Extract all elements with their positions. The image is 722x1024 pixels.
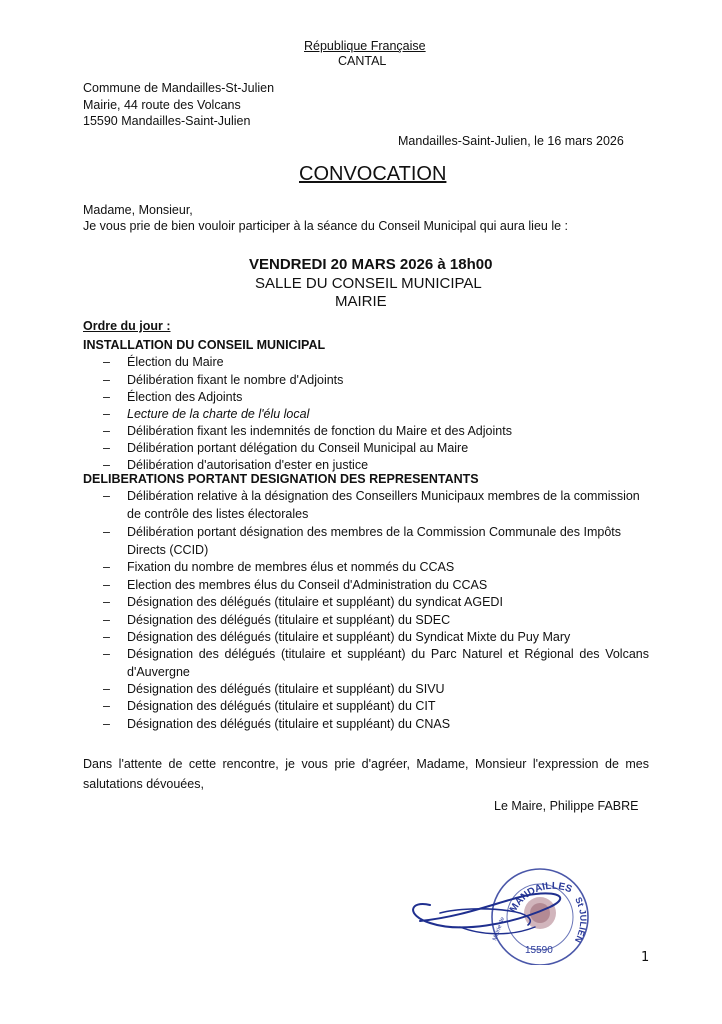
list-item: Désignation des délégués (titulaire et suppléant) du Syndicat Mixte du Puy Mary bbox=[127, 630, 571, 644]
list-bullet: – bbox=[103, 699, 110, 713]
list-item: Délibération fixant les indemnités de fonction du Maire et des Adjoints bbox=[127, 424, 512, 438]
list-item: Lecture de la charte de l'élu local bbox=[127, 407, 310, 421]
list-bullet: – bbox=[103, 717, 110, 731]
section-heading-installation: INSTALLATION DU CONSEIL MUNICIPAL bbox=[83, 338, 326, 352]
list-bullet: – bbox=[103, 424, 110, 438]
stamp-postcode: 15590 bbox=[525, 945, 553, 956]
list-item: Délibération d'autorisation d'ester en justice bbox=[127, 458, 369, 472]
list-item: Délibération portant délégation du Conseil Municipal au Maire bbox=[127, 441, 469, 455]
page-number: 1 bbox=[641, 950, 650, 965]
stamp-top-text: MANDAILLES bbox=[507, 880, 574, 915]
sender-line-2: Mairie, 44 route des Volcans bbox=[83, 98, 241, 112]
list-bullet: – bbox=[103, 613, 110, 627]
list-bullet: – bbox=[103, 390, 110, 404]
list-bullet: – bbox=[103, 595, 110, 609]
list-bullet: – bbox=[103, 525, 110, 539]
list-bullet: – bbox=[103, 441, 110, 455]
meeting-place: SALLE DU CONSEIL MUNICIPAL bbox=[255, 275, 482, 292]
list-bullet: – bbox=[103, 560, 110, 574]
section-heading-representants: DELIBERATIONS PORTANT DESIGNATION DES REPRESENTANTS bbox=[83, 472, 479, 486]
list-item: Délibération portant désignation des membres de la Commission Communale des Impôts Directs (CCID) bbox=[127, 525, 621, 557]
agenda-label: Ordre du jour : bbox=[83, 319, 171, 333]
department-heading: CANTAL bbox=[338, 54, 387, 68]
stamp-side-text: St JULIEN bbox=[572, 895, 589, 945]
list-item: Fixation du nombre de membres élus et nommés du CCAS bbox=[127, 560, 455, 574]
list-bullet: – bbox=[103, 355, 110, 369]
mairie-stamp bbox=[400, 855, 600, 965]
list-bullet: – bbox=[103, 578, 110, 592]
list-item: Désignation des délégués (titulaire et suppléant) du CIT bbox=[127, 699, 436, 713]
list-bullet: – bbox=[103, 407, 110, 421]
list-item: Désignation des délégués (titulaire et suppléant) du Parc Naturel et Régional des Volcans d'Auvergne bbox=[127, 647, 649, 679]
list-item: Désignation des délégués (titulaire et suppléant) du SIVU bbox=[127, 682, 445, 696]
document-title: CONVOCATION bbox=[299, 163, 447, 185]
list-item: Délibération fixant le nombre d'Adjoints bbox=[127, 373, 344, 387]
list-bullet: – bbox=[103, 630, 110, 644]
sender-line-3: 15590 Mandailles-Saint-Julien bbox=[83, 114, 251, 128]
list-bullet: – bbox=[103, 682, 110, 696]
list-item: Désignation des délégués (titulaire et suppléant) du CNAS bbox=[127, 717, 451, 731]
meeting-building: MAIRIE bbox=[335, 293, 387, 310]
list-bullet: – bbox=[103, 647, 110, 661]
date-line: Mandailles-Saint-Julien, le 16 mars 2026 bbox=[398, 134, 624, 148]
list-item: Élection des Adjoints bbox=[127, 390, 243, 404]
list-item: Désignation des délégués (titulaire et suppléant) du SDEC bbox=[127, 613, 451, 627]
republic-heading: République Française bbox=[304, 39, 426, 53]
list-bullet: – bbox=[103, 489, 110, 503]
list-item: Élection du Maire bbox=[127, 355, 224, 369]
intro-text: Je vous prie de bien vouloir participer à la séance du Conseil Municipal qui aura lieu le : bbox=[83, 219, 568, 233]
list-bullet: – bbox=[103, 373, 110, 387]
signature-name: Le Maire, Philippe FABRE bbox=[494, 799, 639, 813]
sender-line-1: Commune de Mandailles-St-Julien bbox=[83, 81, 275, 95]
list-item: Election des membres élus du Conseil d'Administration du CCAS bbox=[127, 578, 488, 592]
list-item: Délibération relative à la désignation des Conseillers Municipaux membres de la commission de contrôle des listes électorales bbox=[127, 489, 640, 521]
meeting-date: VENDREDI 20 MARS 2026 à 18h00 bbox=[249, 256, 493, 273]
stamp-left-text: Mairie de bbox=[492, 916, 507, 942]
greeting: Madame, Monsieur, bbox=[83, 203, 193, 217]
closing-text: Dans l'attente de cette rencontre, je vous prie d'agréer, Madame, Monsieur l'expression de mes salutations dévouées, bbox=[83, 757, 649, 791]
list-item: Désignation des délégués (titulaire et suppléant) du syndicat AGEDI bbox=[127, 595, 503, 609]
list-bullet: – bbox=[103, 458, 110, 472]
